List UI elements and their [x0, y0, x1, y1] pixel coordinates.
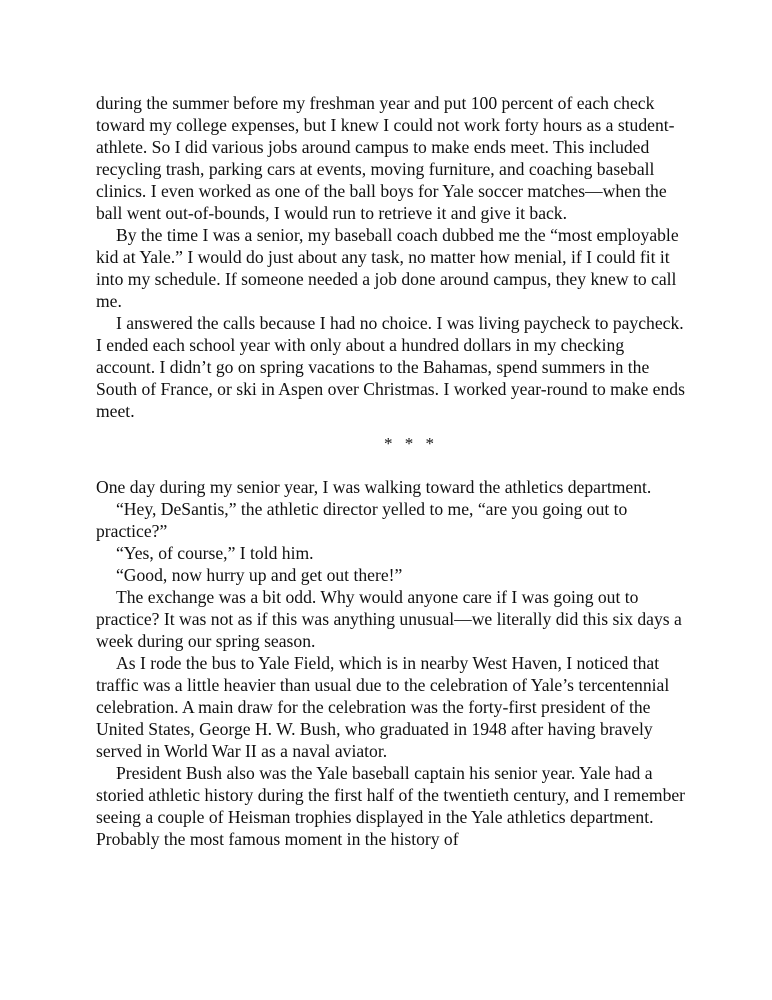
paragraph-walking: One day during my senior year, I was walking toward the athletics department. [96, 477, 652, 497]
paragraph-hurry-up: “Good, now hurry up and get out there!” [116, 565, 403, 585]
book-page [96, 92, 686, 850]
paragraph-yes-of-course: “Yes, of course,” I told him. [116, 543, 314, 563]
paragraph-most-employable: By the time I was a senior, my baseball coach dubbed me the “most employable kid at Yale.” I would do just about any task, no matter how menial, if I could fit it into my schedule. If someone needed a job done around campus, they knew to call me. [96, 225, 679, 311]
section-break: * * * [384, 434, 438, 453]
paragraph-paycheck: I answered the calls because I had no choice. I was living paycheck to paycheck. I ended each school year with only about a hundred dollars in my checking account. I didn’t go on spring vacations to the Bahamas, spend summers in the South of France, or ski in Aspen over Christmas. I worked year-round to make ends meet. [96, 313, 685, 421]
paragraph-summer-jobs: during the summer before my freshman year and put 100 percent of each check toward my college expenses, but I knew I could not work forty hours as a student-athlete. So I did various jobs around campus to make ends meet. This included recycling trash, parking cars at events, moving furniture, and coaching baseball clinics. I even worked as one of the ball boys for Yale soccer matches—when the ball went out-of-bounds, I would run to retrieve it and give it back. [96, 93, 675, 223]
paragraph-hey-desantis: “Hey, DeSantis,” the athletic director yelled to me, “are you going out to practice?” [96, 499, 628, 541]
paragraph-exchange-odd: The exchange was a bit odd. Why would anyone care if I was going out to practice? It was not as if this was anything unusual—we literally did this six days a week during our spring season. [96, 587, 682, 651]
paragraph-bus-yale-field: As I rode the bus to Yale Field, which is in nearby West Haven, I noticed that traffic was a little heavier than usual due to the celebration of Yale’s tercentennial celebration. A main draw for the celebration was the forty-first president of the United States, George H. W. Bush, who graduated in 1948 after having bravely served in World War II as a naval aviator. [96, 653, 670, 761]
paragraph-president-bush: President Bush also was the Yale baseball captain his senior year. Yale had a storied athletic history during the first half of the twentieth century, and I remember seeing a couple of Heisman trophies displayed in the Yale athletics department. Probably the most famous moment in the history of [96, 763, 686, 849]
